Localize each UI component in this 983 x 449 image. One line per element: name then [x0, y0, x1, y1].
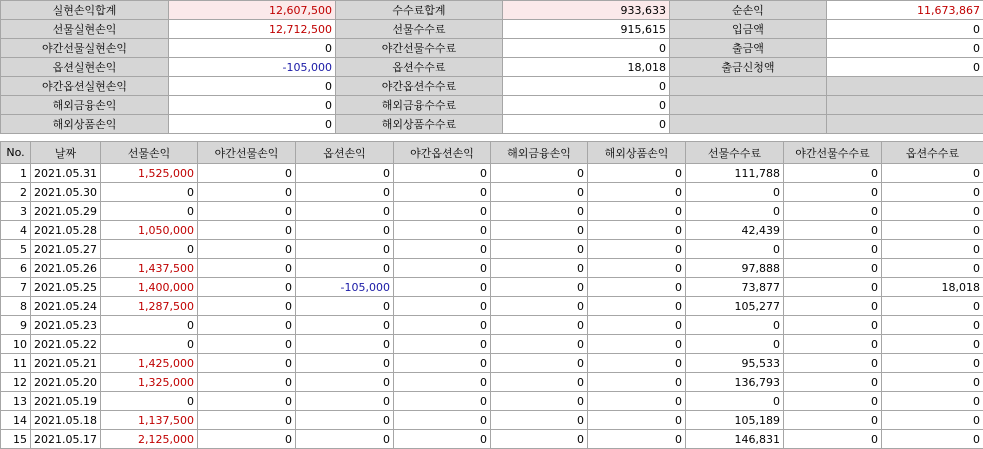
column-header[interactable]: 옵션손익: [296, 142, 394, 164]
summary-value: 933,633: [503, 1, 670, 20]
table-row[interactable]: [1, 202, 983, 221]
value-cell: 0: [491, 373, 588, 392]
summary-label: 실현손익합계: [1, 1, 169, 20]
value-cell: 1,050,000: [101, 221, 198, 240]
value-cell: 0: [394, 316, 491, 335]
value-cell: 0: [296, 354, 394, 373]
summary-row: [1, 39, 983, 58]
column-header[interactable]: 해외상품손익: [588, 142, 686, 164]
value-cell: 0: [394, 221, 491, 240]
column-header[interactable]: 야간선물수수료: [784, 142, 882, 164]
value-cell: 0: [588, 297, 686, 316]
summary-label: 출금액: [670, 39, 827, 58]
value-cell: 0: [588, 164, 686, 183]
value-cell: 0: [491, 240, 588, 259]
table-row[interactable]: [1, 335, 983, 354]
summary-label: 입금액: [670, 20, 827, 39]
value-cell: 0: [588, 221, 686, 240]
value-cell: 18,018: [882, 278, 983, 297]
value-cell: 0: [394, 335, 491, 354]
table-row[interactable]: [1, 297, 983, 316]
row-number: 11: [1, 354, 31, 373]
value-cell: 0: [588, 335, 686, 354]
value-cell: 0: [784, 316, 882, 335]
value-cell: 1,525,000: [101, 164, 198, 183]
value-cell: 0: [198, 430, 296, 449]
summary-row: [1, 96, 983, 115]
value-cell: 136,793: [686, 373, 784, 392]
value-cell: 0: [588, 354, 686, 373]
empty-cell: [827, 115, 983, 134]
value-cell: 0: [394, 411, 491, 430]
value-cell: 0: [198, 373, 296, 392]
value-cell: 0: [784, 183, 882, 202]
value-cell: 0: [784, 202, 882, 221]
value-cell: 0: [296, 183, 394, 202]
value-cell: 0: [394, 202, 491, 221]
value-cell: 0: [198, 183, 296, 202]
date-cell: 2021.05.20: [31, 373, 101, 392]
value-cell: 0: [882, 259, 983, 278]
value-cell: 0: [882, 202, 983, 221]
value-cell: 146,831: [686, 430, 784, 449]
date-cell: 2021.05.21: [31, 354, 101, 373]
value-cell: 0: [491, 354, 588, 373]
summary-value: 0: [503, 77, 670, 96]
value-cell: 95,533: [686, 354, 784, 373]
value-cell: 0: [882, 335, 983, 354]
column-header[interactable]: 야간선물손익: [198, 142, 296, 164]
value-cell: 0: [101, 335, 198, 354]
value-cell: 2,125,000: [101, 430, 198, 449]
value-cell: 0: [491, 316, 588, 335]
table-row[interactable]: [1, 354, 983, 373]
value-cell: 0: [394, 164, 491, 183]
value-cell: 1,425,000: [101, 354, 198, 373]
summary-value: 12,607,500: [169, 1, 336, 20]
summary-label: 야간옵션수수료: [336, 77, 503, 96]
summary-value: 0: [503, 96, 670, 115]
row-number: 7: [1, 278, 31, 297]
value-cell: 0: [588, 259, 686, 278]
value-cell: 73,877: [686, 278, 784, 297]
value-cell: 0: [491, 221, 588, 240]
table-row[interactable]: [1, 392, 983, 411]
value-cell: 0: [784, 354, 882, 373]
value-cell: 0: [394, 354, 491, 373]
value-cell: 0: [491, 335, 588, 354]
value-cell: 0: [882, 392, 983, 411]
value-cell: 0: [588, 392, 686, 411]
value-cell: 1,287,500: [101, 297, 198, 316]
value-cell: 0: [296, 392, 394, 411]
value-cell: 0: [588, 373, 686, 392]
column-header[interactable]: No.: [1, 142, 31, 164]
value-cell: 0: [882, 354, 983, 373]
value-cell: 0: [686, 316, 784, 335]
row-number: 5: [1, 240, 31, 259]
value-cell: 1,400,000: [101, 278, 198, 297]
value-cell: 0: [491, 278, 588, 297]
value-cell: 0: [588, 411, 686, 430]
value-cell: 0: [101, 183, 198, 202]
value-cell: 111,788: [686, 164, 784, 183]
summary-label: 수수료합계: [336, 1, 503, 20]
row-number: 8: [1, 297, 31, 316]
date-cell: 2021.05.29: [31, 202, 101, 221]
summary-value: 0: [827, 58, 983, 77]
value-cell: 0: [882, 221, 983, 240]
column-header[interactable]: 해외금융손익: [491, 142, 588, 164]
value-cell: 42,439: [686, 221, 784, 240]
row-number: 6: [1, 259, 31, 278]
value-cell: 0: [296, 221, 394, 240]
value-cell: 0: [394, 392, 491, 411]
value-cell: 0: [784, 164, 882, 183]
summary-label: 해외금융수수료: [336, 96, 503, 115]
value-cell: 0: [394, 259, 491, 278]
row-number: 4: [1, 221, 31, 240]
value-cell: 0: [101, 392, 198, 411]
value-cell: 0: [491, 183, 588, 202]
value-cell: 0: [394, 373, 491, 392]
table-row[interactable]: [1, 278, 983, 297]
empty-cell: [827, 96, 983, 115]
summary-value: 0: [169, 115, 336, 134]
summary-label: 선물수수료: [336, 20, 503, 39]
row-number: 13: [1, 392, 31, 411]
value-cell: 0: [686, 392, 784, 411]
value-cell: 0: [784, 240, 882, 259]
summary-row: [1, 58, 983, 77]
date-cell: 2021.05.17: [31, 430, 101, 449]
value-cell: 0: [588, 430, 686, 449]
summary-label: 해외상품손익: [1, 115, 169, 134]
value-cell: 0: [784, 297, 882, 316]
value-cell: 0: [101, 240, 198, 259]
summary-label: 옵션실현손익: [1, 58, 169, 77]
date-cell: 2021.05.26: [31, 259, 101, 278]
value-cell: 0: [394, 297, 491, 316]
value-cell: 0: [198, 259, 296, 278]
value-cell: 0: [296, 259, 394, 278]
value-cell: 0: [588, 316, 686, 335]
value-cell: 105,189: [686, 411, 784, 430]
value-cell: 0: [198, 411, 296, 430]
value-cell: 105,277: [686, 297, 784, 316]
summary-value: 11,673,867: [827, 1, 983, 20]
summary-value: 0: [503, 39, 670, 58]
summary-row: [1, 1, 983, 20]
column-header[interactable]: 선물손익: [101, 142, 198, 164]
date-cell: 2021.05.22: [31, 335, 101, 354]
table-row[interactable]: [1, 259, 983, 278]
summary-value: -105,000: [169, 58, 336, 77]
column-header[interactable]: 날짜: [31, 142, 101, 164]
value-cell: 0: [491, 430, 588, 449]
value-cell: 0: [588, 240, 686, 259]
value-cell: 0: [296, 316, 394, 335]
value-cell: 0: [296, 335, 394, 354]
row-number: 12: [1, 373, 31, 392]
row-number: 1: [1, 164, 31, 183]
row-number: 15: [1, 430, 31, 449]
summary-label: 옵션수수료: [336, 58, 503, 77]
value-cell: 0: [296, 430, 394, 449]
value-cell: 0: [588, 183, 686, 202]
summary-value: 12,712,500: [169, 20, 336, 39]
value-cell: 0: [784, 335, 882, 354]
empty-cell: [670, 77, 827, 96]
table-row[interactable]: [1, 430, 983, 449]
value-cell: 0: [491, 259, 588, 278]
summary-value: 0: [169, 96, 336, 115]
value-cell: 0: [491, 202, 588, 221]
value-cell: 0: [198, 297, 296, 316]
table-row[interactable]: [1, 221, 983, 240]
value-cell: 0: [296, 202, 394, 221]
value-cell: 0: [198, 164, 296, 183]
summary-value: 0: [169, 39, 336, 58]
summary-value: 0: [503, 115, 670, 134]
empty-cell: [670, 115, 827, 134]
value-cell: 0: [882, 164, 983, 183]
date-cell: 2021.05.23: [31, 316, 101, 335]
value-cell: 1,437,500: [101, 259, 198, 278]
summary-label: 선물실현손익: [1, 20, 169, 39]
value-cell: 0: [588, 202, 686, 221]
summary-value: 0: [169, 77, 336, 96]
table-row[interactable]: [1, 316, 983, 335]
value-cell: 0: [296, 297, 394, 316]
value-cell: 0: [784, 373, 882, 392]
value-cell: 0: [198, 335, 296, 354]
date-cell: 2021.05.24: [31, 297, 101, 316]
summary-value: 0: [827, 39, 983, 58]
value-cell: 0: [784, 392, 882, 411]
date-cell: 2021.05.19: [31, 392, 101, 411]
value-cell: 0: [882, 411, 983, 430]
value-cell: 0: [882, 297, 983, 316]
value-cell: 0: [491, 392, 588, 411]
summary-label: 순손익: [670, 1, 827, 20]
value-cell: 0: [198, 278, 296, 297]
value-cell: 0: [686, 202, 784, 221]
value-cell: 0: [198, 354, 296, 373]
summary-value: 0: [827, 20, 983, 39]
value-cell: 0: [296, 164, 394, 183]
value-cell: 0: [784, 259, 882, 278]
value-cell: 0: [394, 240, 491, 259]
value-cell: 0: [686, 240, 784, 259]
value-cell: 0: [394, 278, 491, 297]
value-cell: 0: [882, 430, 983, 449]
value-cell: 0: [101, 202, 198, 221]
value-cell: 0: [882, 373, 983, 392]
value-cell: 0: [588, 278, 686, 297]
value-cell: 0: [784, 430, 882, 449]
value-cell: 0: [198, 316, 296, 335]
value-cell: 1,137,500: [101, 411, 198, 430]
value-cell: 0: [198, 392, 296, 411]
value-cell: -105,000: [296, 278, 394, 297]
value-cell: 0: [784, 278, 882, 297]
date-cell: 2021.05.31: [31, 164, 101, 183]
summary-row: [1, 20, 983, 39]
date-cell: 2021.05.25: [31, 278, 101, 297]
summary-value: 915,615: [503, 20, 670, 39]
value-cell: 0: [686, 183, 784, 202]
date-cell: 2021.05.28: [31, 221, 101, 240]
value-cell: 0: [198, 221, 296, 240]
value-cell: 0: [784, 221, 882, 240]
value-cell: 0: [882, 240, 983, 259]
summary-grid: [0, 0, 983, 134]
value-cell: 0: [394, 430, 491, 449]
value-cell: 0: [296, 240, 394, 259]
date-cell: 2021.05.27: [31, 240, 101, 259]
empty-cell: [670, 96, 827, 115]
summary-label: 해외금융손익: [1, 96, 169, 115]
value-cell: 0: [296, 373, 394, 392]
value-cell: 0: [101, 316, 198, 335]
summary-value: 18,018: [503, 58, 670, 77]
value-cell: 0: [882, 316, 983, 335]
table-row[interactable]: [1, 164, 983, 183]
table-row[interactable]: [1, 373, 983, 392]
value-cell: 0: [491, 164, 588, 183]
summary-label: 야간옵션실현손익: [1, 77, 169, 96]
row-number: 2: [1, 183, 31, 202]
summary-label: 야간선물수수료: [336, 39, 503, 58]
column-header[interactable]: 야간옵션손익: [394, 142, 491, 164]
daily-pnl-table[interactable]: [0, 141, 983, 449]
date-cell: 2021.05.18: [31, 411, 101, 430]
summary-row: [1, 77, 983, 96]
value-cell: 0: [198, 240, 296, 259]
column-header[interactable]: 옵션수수료: [882, 142, 983, 164]
value-cell: 0: [882, 183, 983, 202]
table-row[interactable]: [1, 183, 983, 202]
value-cell: 0: [686, 335, 784, 354]
summary-label: 출금신청액: [670, 58, 827, 77]
value-cell: 0: [394, 183, 491, 202]
summary-label: 야간선물실현손익: [1, 39, 169, 58]
table-row[interactable]: [1, 411, 983, 430]
summary-label: 해외상품수수료: [336, 115, 503, 134]
table-header-row: [1, 142, 983, 164]
value-cell: 0: [784, 411, 882, 430]
row-number: 14: [1, 411, 31, 430]
value-cell: 0: [491, 411, 588, 430]
summary-row: [1, 115, 983, 134]
value-cell: 0: [296, 411, 394, 430]
value-cell: 0: [198, 202, 296, 221]
value-cell: 0: [491, 297, 588, 316]
date-cell: 2021.05.30: [31, 183, 101, 202]
value-cell: 97,888: [686, 259, 784, 278]
table-row[interactable]: [1, 240, 983, 259]
row-number: 10: [1, 335, 31, 354]
empty-cell: [827, 77, 983, 96]
column-header[interactable]: 선물수수료: [686, 142, 784, 164]
row-number: 9: [1, 316, 31, 335]
value-cell: 1,325,000: [101, 373, 198, 392]
row-number: 3: [1, 202, 31, 221]
